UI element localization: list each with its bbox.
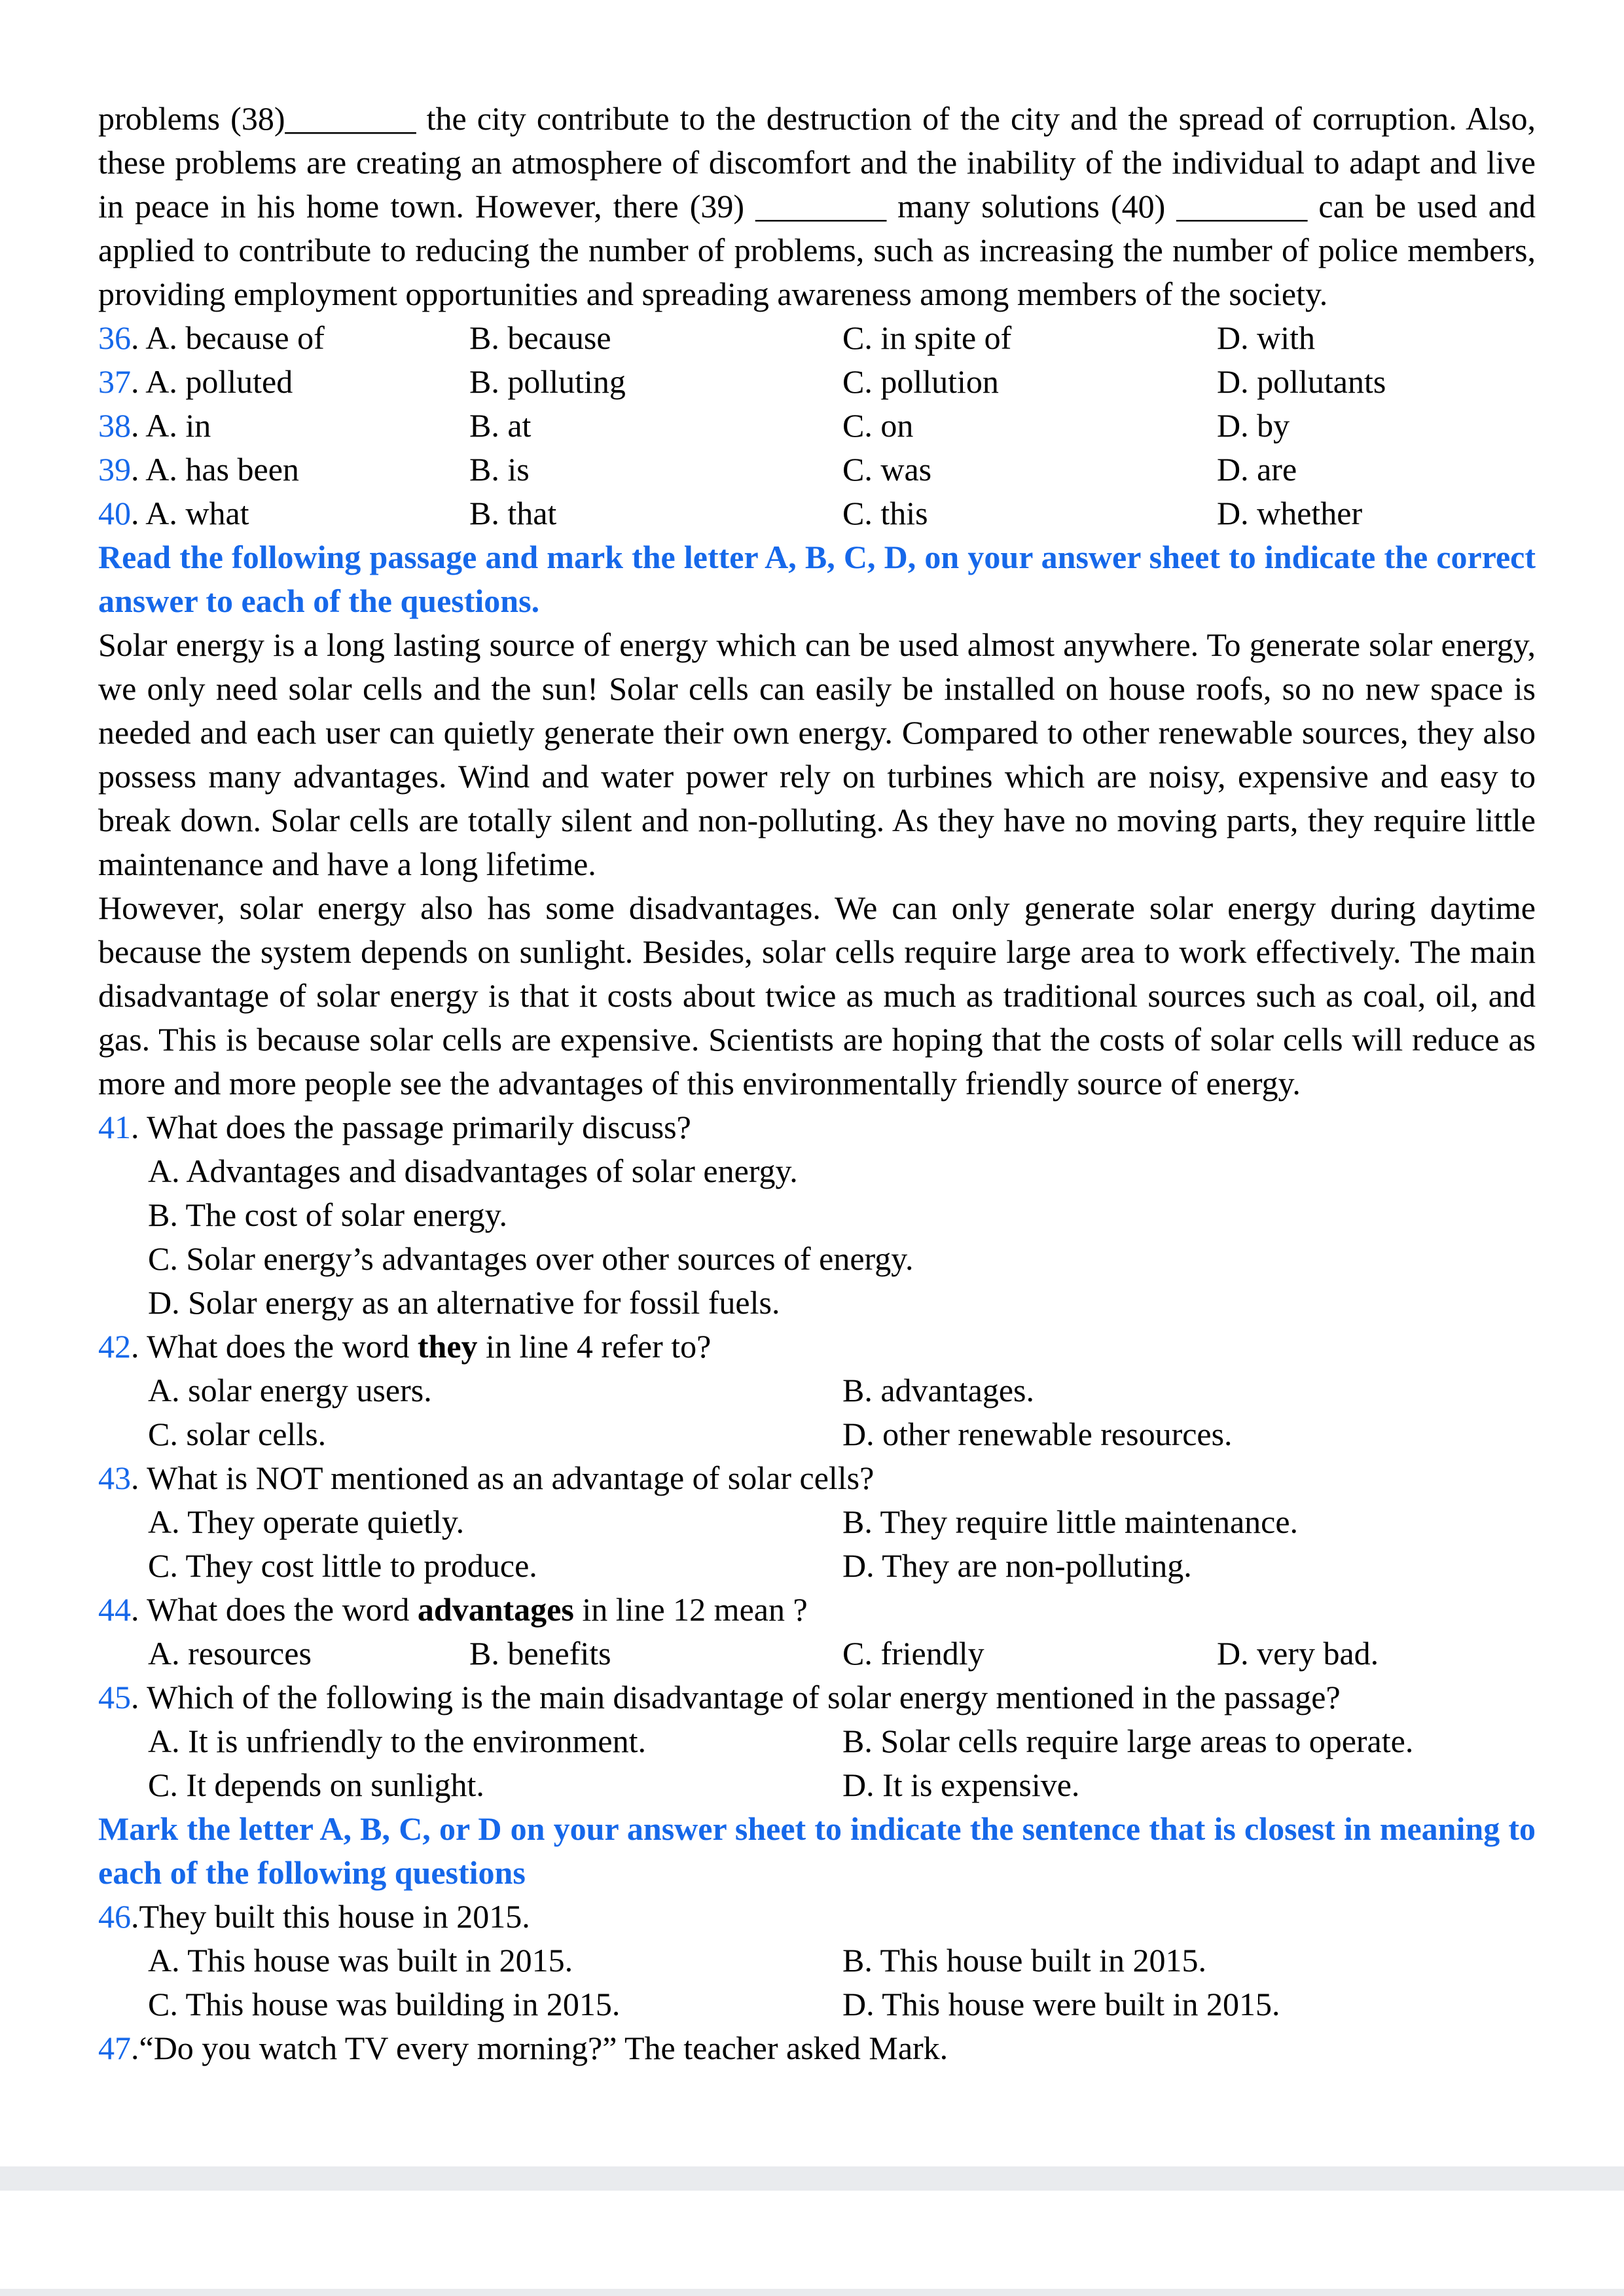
question-number: 47 [98, 2030, 131, 2066]
question-43-options-row-1 [98, 1500, 1536, 1544]
option-text: A. because of [145, 319, 325, 356]
question-41 [98, 1105, 1536, 1325]
option-text: C. in spite of [842, 319, 1012, 356]
question-46-options-row-2 [98, 1982, 1536, 2026]
question-39-option-d [1217, 448, 1536, 492]
question-45-option-c: C. It depends on sunlight. [148, 1767, 484, 1803]
option-text: D. are [1217, 451, 1297, 488]
question-37-option-c [842, 360, 1217, 404]
option-text: C. on [842, 407, 914, 444]
document-content [98, 97, 1536, 2070]
cloze-paragraph: problems (38)________ the city contribute to the destruction of the city and the spread of corruption. Also, these problems are creating an atmosphere of discomfort and the inability of the individual to adapt and live in peace in his home town. However, there (39) ________ many solutions (40) ________ can be used and applied to contribute to reducing the number of problems, such as increasing the number of police members, providing employment opportunities and spreading awareness among members of the society. [98, 100, 1536, 312]
question-number-separator: . [131, 495, 146, 531]
question-40-option-b [469, 492, 842, 535]
question-42-option-c: C. solar cells. [148, 1416, 327, 1452]
question-44-option-b: B. benefits [469, 1635, 611, 1672]
question-38-option-a [98, 404, 469, 448]
question-46-option-c: C. This house was building in 2015. [148, 1986, 621, 2022]
question-text: What does the word [147, 1591, 418, 1628]
question-37-option-a [98, 360, 469, 404]
question-46-option-b: B. This house built in 2015. [842, 1942, 1207, 1979]
question-number: 46 [98, 1898, 131, 1935]
question-42-option-d: D. other renewable resources. [842, 1416, 1233, 1452]
question-bold-word: advantages [417, 1591, 574, 1628]
closest-meaning-instruction: Mark the letter A, B, C, or D on your answer sheet to indicate the sentence that is closest in meaning to each of the following questions [98, 1810, 1536, 1891]
reading-instruction: Read the following passage and mark the letter A, B, C, D, on your answer sheet to indicate the correct answer to each of the questions. [98, 539, 1536, 619]
question-number-separator: . [131, 1898, 139, 1935]
question-46-option-a: A. This house was built in 2015. [148, 1942, 573, 1979]
question-43-option-c: C. They cost little to produce. [148, 1547, 537, 1584]
question-text: in line 4 refer to? [477, 1328, 712, 1365]
option-text: D. with [1217, 319, 1315, 356]
question-45-options-row-2 [98, 1763, 1536, 1807]
question-text: What does the passage primarily discuss? [147, 1109, 691, 1145]
question-45-option-b: B. Solar cells require large areas to operate. [842, 1723, 1414, 1759]
question-text: They built this house in 2015. [139, 1898, 530, 1935]
question-38-option-c [842, 404, 1217, 448]
option-text: C. was [842, 451, 932, 488]
question-41-option-d: D. Solar energy as an alternative for fossil fuels. [148, 1284, 780, 1321]
question-46-option-d: D. This house were built in 2015. [842, 1986, 1280, 2022]
question-number-separator: . [131, 319, 146, 356]
question-43-options-row-2 [98, 1544, 1536, 1588]
question-number: 40 [98, 495, 131, 531]
question-41-option-b: B. The cost of solar energy. [148, 1196, 507, 1233]
question-number: 37 [98, 363, 131, 400]
question-36-option-c [842, 316, 1217, 360]
question-text: What is NOT mentioned as an advantage of solar cells? [147, 1460, 875, 1496]
question-42 [98, 1325, 1536, 1456]
question-39-option-a [98, 448, 469, 492]
option-text: B. at [469, 407, 532, 444]
question-36-option-d [1217, 316, 1536, 360]
question-number: 39 [98, 451, 131, 488]
question-44 [98, 1588, 1536, 1676]
question-36 [98, 316, 1536, 360]
question-41-text [98, 1105, 1536, 1149]
question-number-separator: . [131, 1591, 147, 1628]
question-47 [98, 2026, 1536, 2070]
page-bottom-band [0, 2289, 1624, 2296]
question-36-option-b [469, 316, 842, 360]
question-number-separator: . [131, 2030, 139, 2066]
question-number: 43 [98, 1460, 131, 1496]
question-number: 42 [98, 1328, 131, 1365]
question-44-option-a: A. resources [148, 1635, 312, 1672]
question-39-option-b [469, 448, 842, 492]
passage-paragraph-2: However, solar energy also has some disadvantages. We can only generate solar energy during daytime because the system depends on sunlight. Besides, solar cells require large area to work effectively. The main disadvantage of solar energy is that it costs about twice as much as traditional sources such as coal, oil, and gas. This is because solar cells are expensive. Scientists are hoping that the costs of solar cells will reduce as more and more people see the advantages of this environmentally friendly source of energy. [98, 889, 1536, 1102]
question-number: 44 [98, 1591, 131, 1628]
question-45-text [98, 1676, 1536, 1719]
question-43-text [98, 1456, 1536, 1500]
question-number: 36 [98, 319, 131, 356]
question-45-option-d: D. It is expensive. [842, 1767, 1080, 1803]
question-text: “Do you watch TV every morning?” The teacher asked Mark. [139, 2030, 948, 2066]
option-text: A. what [145, 495, 249, 531]
question-41-option-c: C. Solar energy’s advantages over other sources of energy. [148, 1240, 914, 1277]
question-37 [98, 360, 1536, 404]
question-40 [98, 492, 1536, 535]
question-47-text [98, 2026, 1536, 2070]
question-42-options-row-1 [98, 1369, 1536, 1412]
question-number-separator: . [131, 363, 146, 400]
question-45-options-row-1 [98, 1719, 1536, 1763]
option-text: A. has been [145, 451, 299, 488]
question-number-separator: . [131, 451, 146, 488]
question-39-option-c [842, 448, 1217, 492]
option-text: C. this [842, 495, 928, 531]
question-37-option-b [469, 360, 842, 404]
question-38-option-d [1217, 404, 1536, 448]
question-43-option-b: B. They require little maintenance. [842, 1503, 1299, 1540]
question-44-option-d: D. very bad. [1217, 1635, 1379, 1672]
question-36-option-a [98, 316, 469, 360]
question-46 [98, 1895, 1536, 2026]
question-number-separator: . [131, 1328, 147, 1365]
question-text: What does the word [147, 1328, 418, 1365]
question-42-options-row-2 [98, 1412, 1536, 1456]
question-number-separator: . [131, 1460, 147, 1496]
question-number-separator: . [131, 1109, 147, 1145]
option-text: B. is [469, 451, 530, 488]
passage-paragraph-1: Solar energy is a long lasting source of energy which can be used almost anywhere. To generate solar energy, we only need solar cells and the sun! Solar cells can easily be installed on house roofs, so no new space is needed and each user can quietly generate their own energy. Compared to other renewable sources, they also possess many advantages. Wind and water power rely on turbines which are noisy, expensive and easy to break down. Solar cells are totally silent and non-polluting. As they have no moving parts, they require little maintenance and have a long lifetime. [98, 626, 1536, 882]
question-44-option-c: C. friendly [842, 1635, 984, 1672]
question-38 [98, 404, 1536, 448]
option-text: B. polluting [469, 363, 626, 400]
question-text: Which of the following is the main disadvantage of solar energy mentioned in the passage? [147, 1679, 1341, 1715]
option-text: A. polluted [145, 363, 293, 400]
question-number-separator: . [131, 407, 146, 444]
question-45-option-a: A. It is unfriendly to the environment. [148, 1723, 646, 1759]
option-text: D. pollutants [1217, 363, 1386, 400]
question-37-option-d [1217, 360, 1536, 404]
question-40-option-a [98, 492, 469, 535]
question-46-text [98, 1895, 1536, 1939]
question-number: 41 [98, 1109, 131, 1145]
question-42-option-a: A. solar energy users. [148, 1372, 432, 1408]
option-text: B. that [469, 495, 557, 531]
question-number: 38 [98, 407, 131, 444]
question-43 [98, 1456, 1536, 1588]
option-text: D. whether [1217, 495, 1363, 531]
question-40-option-d [1217, 492, 1536, 535]
question-40-option-c [842, 492, 1217, 535]
question-41-option-a: A. Advantages and disadvantages of solar energy. [148, 1153, 798, 1189]
question-45 [98, 1676, 1536, 1807]
question-number-separator: . [131, 1679, 147, 1715]
question-number: 45 [98, 1679, 131, 1715]
option-text: D. by [1217, 407, 1290, 444]
question-42-option-b: B. advantages. [842, 1372, 1034, 1408]
question-42-text [98, 1325, 1536, 1369]
option-text: B. because [469, 319, 611, 356]
question-43-option-a: A. They operate quietly. [148, 1503, 465, 1540]
question-46-options-row-1 [98, 1939, 1536, 1982]
question-44-options-row [98, 1632, 1536, 1676]
question-text: in line 12 mean ? [573, 1591, 808, 1628]
page-break-band [0, 2166, 1624, 2191]
question-bold-word: they [417, 1328, 478, 1365]
question-43-option-d: D. They are non-polluting. [842, 1547, 1192, 1584]
question-39 [98, 448, 1536, 492]
option-text: C. pollution [842, 363, 999, 400]
question-44-text [98, 1588, 1536, 1632]
option-text: A. in [145, 407, 211, 444]
question-38-option-b [469, 404, 842, 448]
